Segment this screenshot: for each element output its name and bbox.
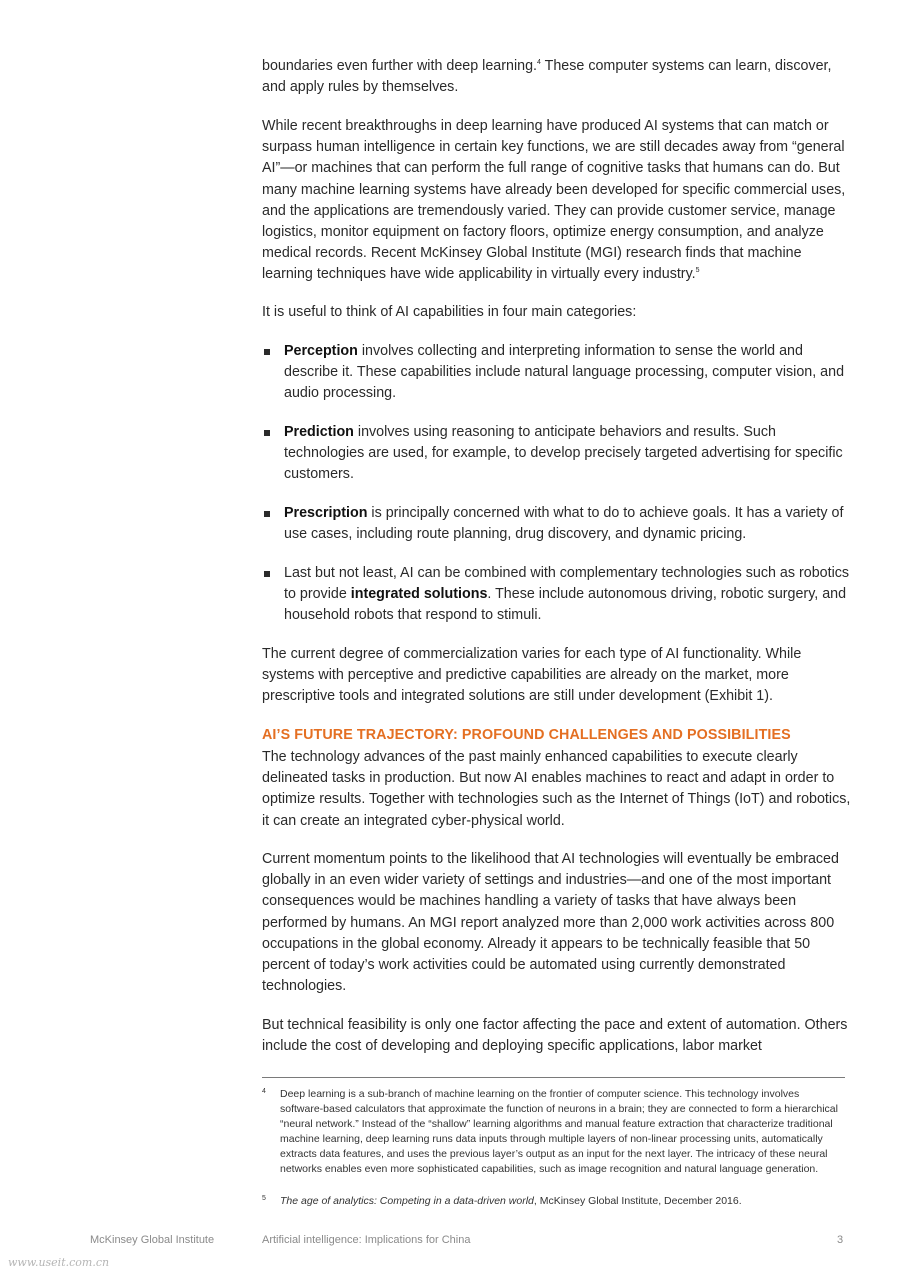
bullet-term: Perception bbox=[284, 343, 358, 359]
paragraph-3-text: It is useful to think of AI capabilities in four main categories: bbox=[262, 304, 637, 320]
footnote-text: , McKinsey Global Institute, December 2016. bbox=[533, 1195, 742, 1207]
footnote-ref-5[interactable]: 5 bbox=[695, 267, 700, 275]
bullet-term: Prediction bbox=[284, 424, 354, 440]
paragraph-5-text: The technology advances of the past mainly enhanced capabilities to execute clearly delineated tasks in production. But now AI enables machines to react and adapt in order to optimize results. Together with technologies such as the Internet of Things (IoT) and robotics, it can create an integrated cyber-physical world. bbox=[262, 749, 851, 829]
bullet-term: Prescription bbox=[284, 505, 368, 521]
footer-publisher: McKinsey Global Institute bbox=[90, 1234, 215, 1246]
bullet-square-icon bbox=[264, 511, 270, 517]
paragraph-6 bbox=[262, 849, 852, 997]
footnote-number: 4 bbox=[262, 1088, 266, 1095]
bullet-square-icon bbox=[264, 571, 270, 577]
paragraph-4 bbox=[262, 644, 852, 708]
footnote-citation-title: The age of analytics: Competing in a data-driven world bbox=[280, 1195, 534, 1207]
paragraph-2 bbox=[262, 116, 852, 286]
page-number: 3 bbox=[837, 1234, 844, 1246]
bullet-square-icon bbox=[264, 349, 270, 355]
paragraph-2-text: While recent breakthroughs in deep learning have produced AI systems that can match or surpass human intelligence in certain key functions, we are still decades away from “general AI”—or machines that can perform the full range of cognitive tasks that humans can do. But many machine learning systems have already been developed for specific commercial uses, and the applications are tremendously varied. They can provide customer service, manage logistics, monitor equipment on factory floors, optimize energy consumption, and analyze medical records. Recent McKinsey Global Institute (MGI) research finds that machine learning techniques have wide applicability in virtually every industry. bbox=[262, 118, 846, 283]
paragraph-1 bbox=[262, 56, 852, 98]
footer-report-title: Artificial intelligence: Implications for China bbox=[262, 1234, 471, 1246]
footnote-number: 5 bbox=[262, 1195, 266, 1202]
paragraph-3 bbox=[262, 302, 852, 323]
section-heading: AI’S FUTURE TRAJECTORY: PROFOUND CHALLENGES AND POSSIBILITIES bbox=[262, 727, 791, 743]
footnote-ref-4[interactable]: 4 bbox=[537, 59, 541, 67]
paragraph-4-text: The current degree of commercialization varies for each type of AI functionality. While systems with perceptive and predictive capabilities are already on the market, more prescriptive tools and integrated solutions are still under development (Exhibit 1). bbox=[262, 646, 802, 705]
paragraph-5 bbox=[262, 747, 852, 832]
bullet-term: integrated solutions bbox=[350, 586, 488, 603]
paragraph-1-rest: These computer systems can learn, discover, and apply rules by themselves. bbox=[262, 58, 832, 96]
watermark: www.useit.com.cn bbox=[8, 1256, 110, 1269]
paragraph-1-text: boundaries even further with deep learning. bbox=[262, 58, 537, 74]
footnote-text: Deep learning is a sub-branch of machine learning on the frontier of computer science. This technology involves software-based calculators that approximate the function of neurons in a brain; they are connected to form a hierarchical “neural network.” Instead of the “shallow” learning algorithms and manual feature extraction that characterize traditional machine learning, deep learning runs data inputs through multiple layers of non-linear processing units, automatically extracts data features, and uses the previous layer’s output as an input for the next layer. The intricacy of these neural networks enables even more sophisticated capabilities, such as image recognition and natural language generation. bbox=[280, 1088, 838, 1176]
bullet-square-icon bbox=[264, 430, 270, 436]
paragraph-7-text: But technical feasibility is only one factor affecting the pace and extent of automation. Others include the cost of developing and deploying specific applications, labor market bbox=[262, 1017, 848, 1055]
footnote-divider bbox=[262, 1077, 845, 1078]
paragraph-6-text: Current momentum points to the likelihood that AI technologies will eventually be embraced globally in an even wider variety of settings and industries—and one of the most important consequences would be machines handling a variety of tasks that have always been performed by humans. An MGI report analyzed more than 2,000 work activities across 800 occupations in the global economy. Already it appears to be technically feasible that 50 percent of today’s work activities could be automated using currently demonstrated technologies. bbox=[262, 851, 839, 995]
paragraph-7 bbox=[262, 1015, 852, 1057]
